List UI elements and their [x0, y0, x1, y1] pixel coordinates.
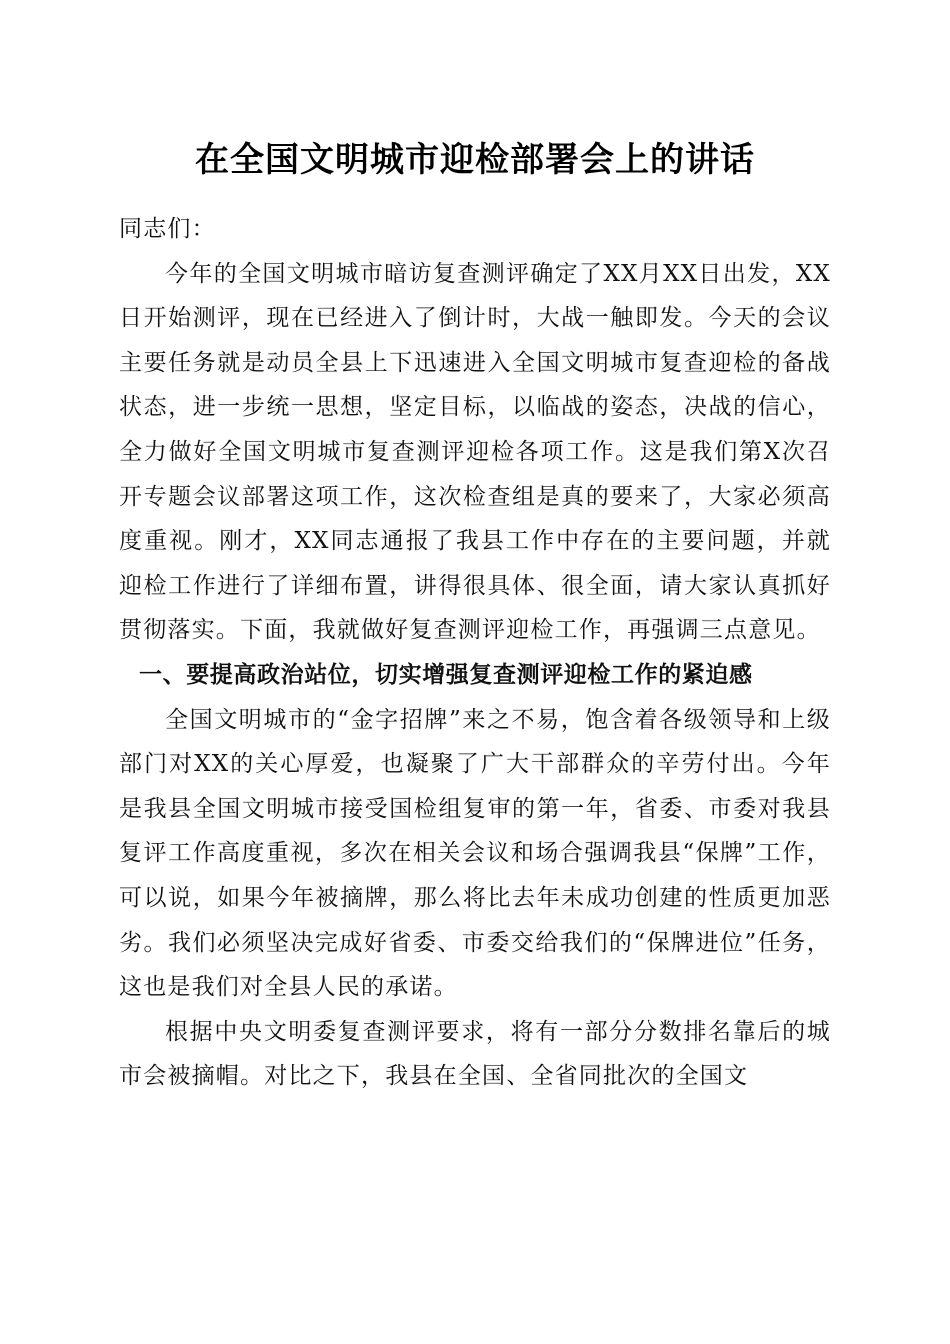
salutation: 同志们： [119, 216, 216, 242]
document-body [119, 207, 831, 1099]
section-heading-1: 一、要提高政治站位，切实增强复查测评迎检工作的紧迫感 [139, 661, 753, 688]
document-title: 在全国文明城市迎检部署会上的讲话 [195, 140, 755, 180]
paragraph-section1-a: 全国文明城市的“金字招牌”来之不易，饱含着各级领导和上级部门对XX的关心厚爱，也凝聚了广大干部群众的辛劳付出。今年是我县全国文明城市接受国检组复审的第一年，省委、市委对我县复评工作高度重视，多次在相关会议和场合强调我县“保牌”工作，可以说，如果今年被摘牌，那么将比去年未成功创建的性质更加恶劣。我们必须坚决完成好省委、市委交给我们的“保牌进位”任务，这也是我们对全县人民的承诺。 [119, 706, 831, 1001]
paragraph-section1-b: 根据中央文明委复查测评要求，将有一部分分数排名靠后的城市会被摘帽。对比之下，我县在全国、全省同批次的全国文 [119, 1018, 831, 1090]
paragraph-intro: 今年的全国文明城市暗访复查测评确定了XX月XX日出发，XX日开始测评，现在已经进入了倒计时，大战一触即发。今天的会议主要任务就是动员全县上下迅速进入全国文明城市复查迎检的备战状态，进一步统一思想，坚定目标，以临战的姿态，决战的信心，全力做好全国文明城市复查测评迎检各项工作。这是我们第X次召开专题会议部署这项工作，这次检查组是真的要来了，大家必须高度重视。刚才，XX同志通报了我县工作中存在的主要问题，并就迎检工作进行了详细布置，讲得很具体、很全面，请大家认真抓好贯彻落实。下面，我就做好复查测评迎检工作，再强调三点意见。 [119, 260, 831, 644]
